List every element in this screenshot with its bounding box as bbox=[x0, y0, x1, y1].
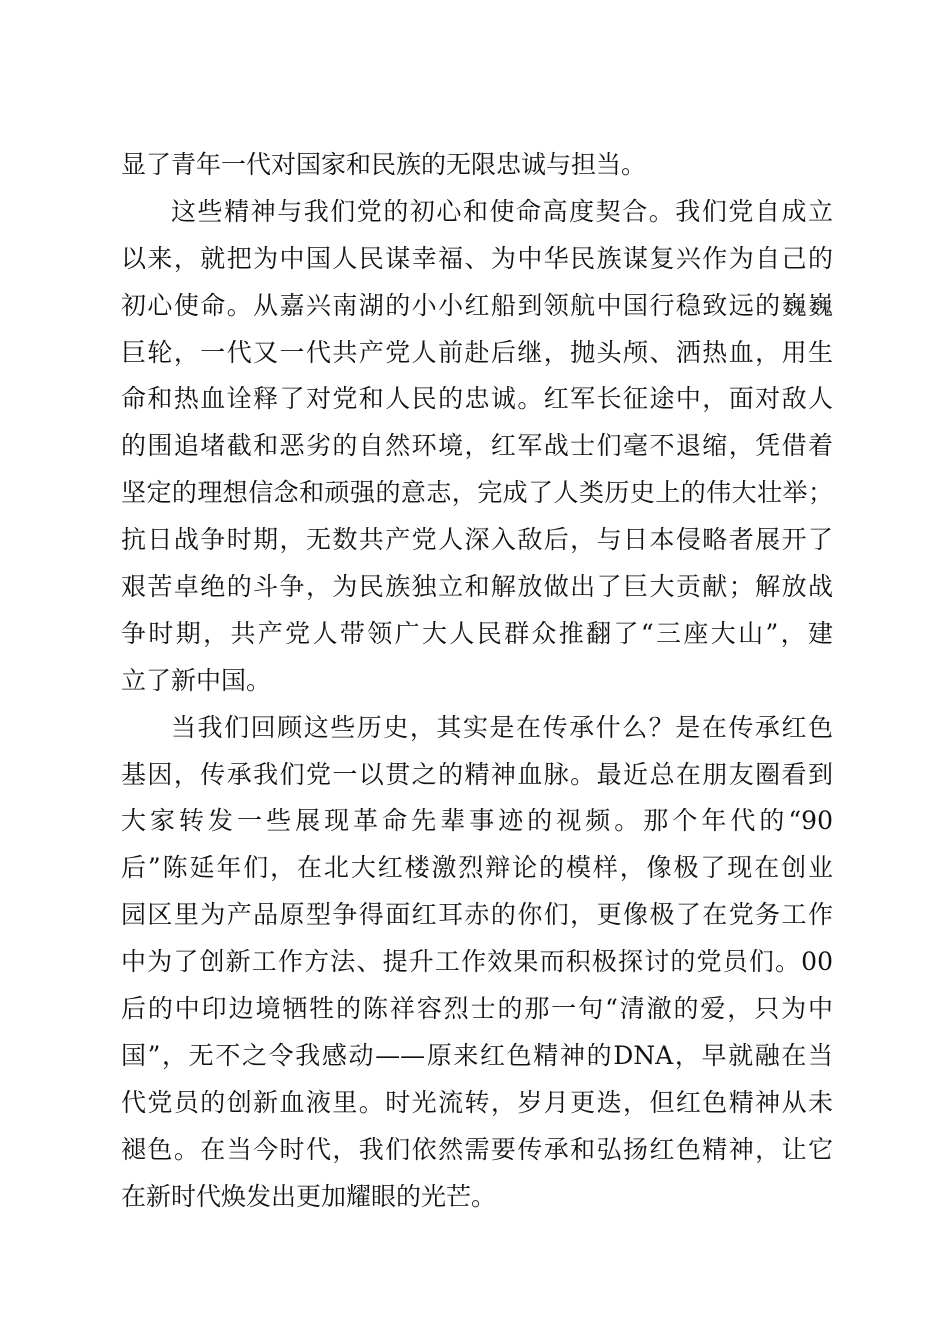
text-line: 争时期，共产党人带领广大人民群众推翻了“三座大山”，建 bbox=[121, 618, 833, 648]
document-body bbox=[121, 142, 833, 1220]
text-line: 在新时代焕发出更加耀眼的光芒。 bbox=[121, 1181, 497, 1211]
text-line: 巨轮，一代又一代共产党人前赴后继，抛头颅、洒热血，用生 bbox=[121, 337, 833, 367]
text-line: 坚定的理想信念和顽强的意志，完成了人类历史上的伟大壮举； bbox=[121, 478, 833, 508]
text-line: 立了新中国。 bbox=[121, 665, 272, 695]
paragraph-party-mission bbox=[121, 189, 833, 705]
text-line: 代党员的创新血液里。时光流转，岁月更迭，但红色精神从未 bbox=[121, 1087, 833, 1117]
text-line: 命和热血诠释了对党和人民的忠诚。红军长征途中，面对敌人 bbox=[121, 384, 833, 414]
text-line: 抗日战争时期，无数共产党人深入敌后，与日本侵略者展开了 bbox=[121, 525, 833, 555]
text-line: 基因，传承我们党一以贯之的精神血脉。最近总在朋友圈看到 bbox=[121, 759, 833, 789]
text-line: 大家转发一些展现革命先辈事迹的视频。那个年代的“90 bbox=[121, 806, 833, 836]
paragraph-continuation bbox=[121, 142, 833, 189]
text-line: 后”陈延年们，在北大红楼激烈辩论的模样，像极了现在创业 bbox=[121, 853, 833, 883]
text-line: 中为了创新工作方法、提升工作效果而积极探讨的党员们。00 bbox=[121, 947, 833, 977]
text-line: 艰苦卓绝的斗争，为民族独立和解放做出了巨大贡献；解放战 bbox=[121, 572, 833, 602]
text-line: 这些精神与我们党的初心和使命高度契合。我们党自成立 bbox=[171, 196, 833, 226]
text-line: 以来，就把为中国人民谋幸福、为中华民族谋复兴作为自己的 bbox=[121, 243, 833, 273]
text-line: 园区里为产品原型争得面红耳赤的你们，更像极了在党务工作 bbox=[121, 900, 833, 930]
text-line: 初心使命。从嘉兴南湖的小小红船到领航中国行稳致远的巍巍 bbox=[121, 290, 833, 320]
text-line: 后的中印边境牺牲的陈祥容烈士的那一句“清澈的爱，只为中 bbox=[121, 994, 833, 1024]
paragraph-red-gene bbox=[121, 705, 833, 1221]
text-line: 的围追堵截和恶劣的自然环境，红军战士们毫不退缩，凭借着 bbox=[121, 431, 833, 461]
text-line: 褪色。在当今时代，我们依然需要传承和弘扬红色精神，让它 bbox=[121, 1134, 833, 1164]
text-line: 显了青年一代对国家和民族的无限忠诚与担当。 bbox=[121, 150, 647, 179]
text-line: 当我们回顾这些历史，其实是在传承什么？是在传承红色 bbox=[171, 712, 833, 742]
text-line: 国”，无不之令我感动——原来红色精神的DNA，早就融在当 bbox=[121, 1040, 833, 1070]
